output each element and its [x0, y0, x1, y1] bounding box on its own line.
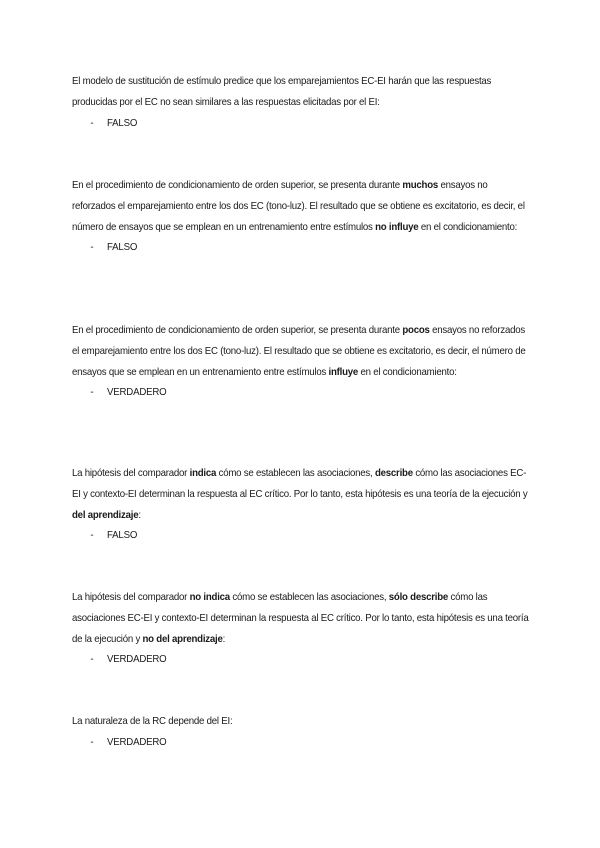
bullet-dash: -: [90, 241, 94, 254]
answer-value: FALSO: [106, 529, 138, 542]
bullet-dash: -: [90, 386, 94, 399]
question-text-2: [72, 175, 532, 237]
question-text-4: [72, 463, 532, 525]
question-segment: :: [222, 632, 226, 645]
bold-keyword: no indica: [189, 591, 230, 603]
answer-value: VERDADERO: [106, 653, 167, 666]
question-text-6: [72, 711, 532, 732]
question-item-6: [72, 711, 532, 752]
answer-value: FALSO: [106, 116, 138, 129]
answer-row-3: [72, 382, 495, 402]
answer-row-4: [72, 525, 495, 545]
question-item-1: [72, 71, 532, 133]
answer-value: VERDADERO: [106, 735, 167, 748]
question-text-3: [72, 320, 532, 382]
bullet-dash: -: [90, 529, 94, 542]
question-item-5: [72, 587, 532, 669]
question-segment: cómo las asociaciones EC-EI y contexto-EI determinan la respuesta al EC crítico. Por lo tanto, esta hipótesis es una teoría de la ejecución y: [72, 591, 529, 645]
question-item-3: [72, 320, 532, 402]
question-segment: ensayos no reforzados el emparejamiento entre los dos EC (tono-luz). El resultado que se obtiene es excitatorio, es decir, el número de ensayos que se emplean en un entrenamiento entre estímulos: [72, 179, 525, 233]
question-segment: El modelo de sustitución de estímulo predice que los emparejamientos EC-EI harán que las respuestas producidas por el EC no sean similares a las respuestas elicitadas por el EI:: [72, 75, 492, 108]
question-item-4: [72, 463, 532, 545]
answer-value: FALSO: [106, 241, 138, 254]
question-segment: cómo las asociaciones EC-EI y contexto-EI determinan la respuesta al EC crítico. Por lo tanto, esta hipótesis es una teoría de la ejecución y: [72, 467, 528, 500]
question-segment: ensayos no reforzados el emparejamiento entre los dos EC (tono-luz). El resultado que se obtiene es excitatorio, es decir, el número de ensayos que se emplean en un entrenamiento entre estímulos: [72, 324, 526, 378]
question-segment: :: [138, 508, 141, 521]
bold-keyword: del aprendizaje: [72, 508, 139, 521]
question-segment: En el procedimiento de condicionamiento de orden superior, se presenta durante: [72, 179, 403, 191]
bullet-dash: -: [90, 735, 94, 748]
bullet-dash: -: [90, 116, 94, 129]
question-segment: La hipótesis del comparador: [72, 467, 190, 479]
question-segment: cómo se establecen las asociaciones,: [216, 467, 375, 479]
question-segment: La hipótesis del comparador: [72, 591, 190, 603]
answer-row-1: [72, 113, 495, 133]
question-item-2: [72, 175, 532, 257]
bold-keyword: sólo describe: [388, 591, 449, 603]
question-segment: en el condicionamiento:: [358, 365, 457, 378]
bold-keyword: no del aprendizaje: [142, 632, 223, 645]
answer-row-6: [72, 732, 495, 752]
question-text-1: [72, 71, 532, 113]
bold-keyword: describe: [374, 467, 413, 479]
answer-row-5: [72, 649, 495, 669]
bullet-dash: -: [90, 653, 94, 666]
question-segment: La naturaleza de la RC depende del EI:: [72, 715, 233, 727]
answer-row-2: [72, 237, 495, 257]
question-segment: cómo se establecen las asociaciones,: [229, 591, 389, 603]
answer-value: VERDADERO: [106, 386, 167, 399]
bold-keyword: no influye: [375, 220, 419, 233]
question-text-5: [72, 587, 532, 649]
question-segment: en el condicionamiento:: [418, 220, 518, 233]
bold-keyword: pocos: [402, 324, 430, 336]
question-segment: En el procedimiento de condicionamiento de orden superior, se presenta durante: [72, 324, 403, 336]
bold-keyword: muchos: [402, 179, 439, 191]
bold-keyword: influye: [328, 365, 359, 378]
bold-keyword: indica: [189, 467, 217, 479]
